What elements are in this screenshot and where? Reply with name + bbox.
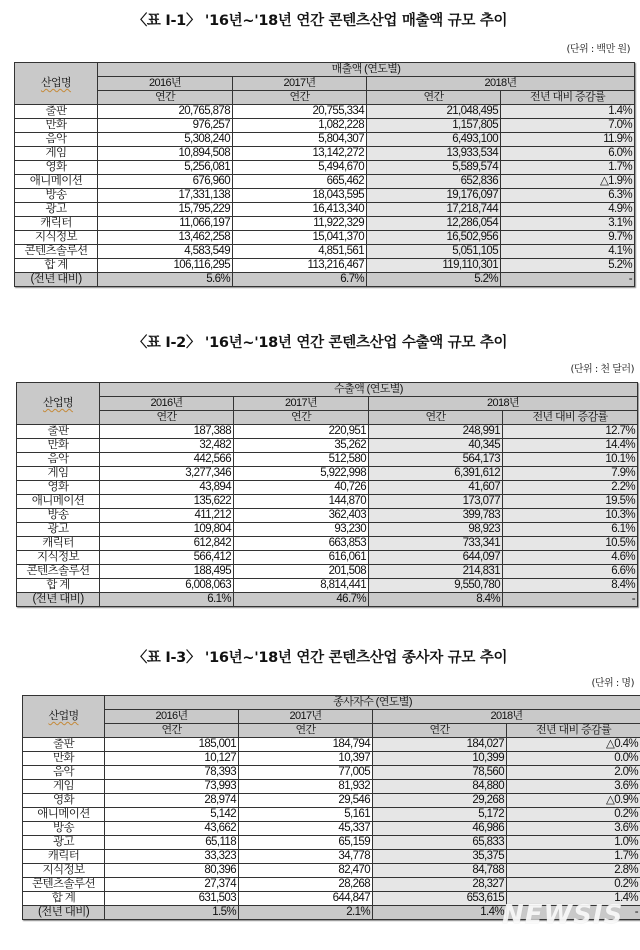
growth-rate: 0.2% [507, 808, 640, 822]
industry-name: 만화 [15, 119, 98, 133]
value-2016: 3,277,346 [100, 467, 234, 481]
header-row-years [15, 77, 635, 91]
header-row-group [17, 383, 638, 397]
industry-name: 콘텐츠솔루션 [15, 245, 98, 259]
industry-name: 콘텐츠솔루션 [23, 878, 105, 892]
industry-name: 음악 [17, 453, 100, 467]
value-2017: 34,778 [239, 850, 373, 864]
value-2016: 411,212 [100, 509, 234, 523]
value-2017: 665,462 [233, 175, 367, 189]
value-2018: 9,550,780 [369, 579, 503, 593]
value-2018: 65,833 [373, 836, 507, 850]
growth-rate: 7.9% [503, 467, 638, 481]
growth-rate: 1.7% [501, 161, 635, 175]
growth-rate: 6.3% [501, 189, 635, 203]
industry-name: 만화 [23, 752, 105, 766]
annual-header: 연간 [239, 724, 373, 738]
value-2016: 78,393 [105, 766, 239, 780]
value-2018: 35,375 [373, 850, 507, 864]
growth-rate: 5.2% [501, 259, 635, 273]
yoy-growth: - [503, 593, 638, 607]
growth-rate: 3.6% [507, 780, 640, 794]
table-row [23, 836, 640, 850]
value-2018: 5,172 [373, 808, 507, 822]
header-row-group [15, 63, 635, 77]
annual-header: 연간 [234, 411, 369, 425]
table-row [23, 864, 640, 878]
value-2018: 214,831 [369, 565, 503, 579]
growth-rate-header: 전년 대비 증감률 [507, 724, 640, 738]
value-2017: 644,847 [239, 892, 373, 906]
value-2018: 17,218,744 [367, 203, 501, 217]
table-row [23, 822, 640, 836]
value-2018: 5,051,105 [367, 245, 501, 259]
value-2018: 733,341 [369, 537, 503, 551]
growth-rate: 3.6% [507, 822, 640, 836]
industry-name: 애니메이션 [23, 808, 105, 822]
metric-group-header: 매출액 (연도별) [98, 63, 635, 77]
yoy-2016: 1.5% [105, 906, 239, 920]
value-2017: 18,043,595 [233, 189, 367, 203]
year-header: 2017년 [239, 710, 373, 724]
value-2016: 13,462,258 [98, 231, 233, 245]
value-2017: 5,494,670 [233, 161, 367, 175]
table-row [23, 808, 640, 822]
value-2017: 28,268 [239, 878, 373, 892]
yoy-2018: 1.4% [373, 906, 507, 920]
value-2018: 13,933,534 [367, 147, 501, 161]
annual-header: 연간 [100, 411, 234, 425]
yoy-2016: 5.6% [98, 273, 233, 287]
yoy-2018: 8.4% [369, 593, 503, 607]
value-2018: 19,176,097 [367, 189, 501, 203]
value-2018: 5,589,574 [367, 161, 501, 175]
value-2016: 27,374 [105, 878, 239, 892]
industry-name: 콘텐츠솔루션 [17, 565, 100, 579]
industry-name: 영화 [23, 794, 105, 808]
yoy-2017: 6.7% [233, 273, 367, 287]
value-2018: 564,173 [369, 453, 503, 467]
growth-rate: 12.7% [503, 425, 638, 439]
table-row [17, 453, 638, 467]
table-3-employees [22, 695, 640, 920]
value-2017: 616,061 [234, 551, 369, 565]
value-2017: 20,755,334 [233, 105, 367, 119]
industry-name: 출판 [17, 425, 100, 439]
value-2016: 566,412 [100, 551, 234, 565]
value-2016: 442,566 [100, 453, 234, 467]
growth-rate: 19.5% [503, 495, 638, 509]
value-2017: 15,041,370 [233, 231, 367, 245]
industry-name: 광고 [23, 836, 105, 850]
growth-rate: 4.1% [501, 245, 635, 259]
industry-name: 합 계 [17, 579, 100, 593]
annual-header: 연간 [369, 411, 503, 425]
value-2017: 40,726 [234, 481, 369, 495]
growth-rate: △0.4% [507, 738, 640, 752]
table-2-title: 〈표 Ⅰ-2〉 '16년~'18년 연간 콘텐츠산업 수출액 규모 추이 [132, 335, 508, 351]
growth-rate: 2.2% [503, 481, 638, 495]
table-1-unit: (단위 : 백만 원) [566, 44, 630, 55]
growth-rate: 2.0% [507, 766, 640, 780]
industry-name: 지식정보 [17, 551, 100, 565]
growth-rate: 2.8% [507, 864, 640, 878]
value-2016: 5,308,240 [98, 133, 233, 147]
industry-name-header: 산업명 [17, 383, 100, 425]
table-1-title: 〈표 Ⅰ-1〉 '16년~'18년 연간 콘텐츠산업 매출액 규모 추이 [132, 13, 508, 29]
table-row [17, 495, 638, 509]
value-2017: 29,546 [239, 794, 373, 808]
annual-header: 연간 [367, 91, 501, 105]
value-2018: 16,502,956 [367, 231, 501, 245]
value-2017: 93,230 [234, 523, 369, 537]
value-2018: 28,327 [373, 878, 507, 892]
value-2017: 16,413,340 [233, 203, 367, 217]
value-2017: 8,814,441 [234, 579, 369, 593]
table-row [23, 738, 640, 752]
value-2018: 12,286,054 [367, 217, 501, 231]
growth-rate-header: 전년 대비 증감률 [501, 91, 635, 105]
industry-name: 만화 [17, 439, 100, 453]
value-2016: 28,974 [105, 794, 239, 808]
year-header: 2018년 [373, 710, 640, 724]
table-row [15, 147, 635, 161]
growth-rate: 1.7% [507, 850, 640, 864]
table-row [15, 245, 635, 259]
industry-name-header: 산업명 [15, 63, 98, 105]
value-2016: 10,894,508 [98, 147, 233, 161]
value-2018: 399,783 [369, 509, 503, 523]
annual-header: 연간 [105, 724, 239, 738]
industry-name: 방송 [23, 822, 105, 836]
table-row [17, 481, 638, 495]
industry-name: 캐릭터 [23, 850, 105, 864]
growth-rate: 0.2% [507, 878, 640, 892]
table-3-unit: (단위 : 명) [591, 678, 634, 689]
table-row [17, 509, 638, 523]
industry-name: 캐릭터 [15, 217, 98, 231]
table-row [15, 161, 635, 175]
value-2016: 43,662 [105, 822, 239, 836]
table-row [17, 425, 638, 439]
header-row-years [17, 397, 638, 411]
year-header: 2016년 [100, 397, 234, 411]
value-2016: 5,256,081 [98, 161, 233, 175]
value-2016: 15,795,229 [98, 203, 233, 217]
growth-rate: 1.0% [507, 836, 640, 850]
year-header: 2018년 [369, 397, 638, 411]
industry-name: 게임 [15, 147, 98, 161]
industry-name: 방송 [15, 189, 98, 203]
growth-rate: △0.9% [507, 794, 640, 808]
value-2016: 631,503 [105, 892, 239, 906]
value-2016: 10,127 [105, 752, 239, 766]
yoy-label: (전년 대비) [23, 906, 105, 920]
industry-name: 합 계 [15, 259, 98, 273]
value-2018: 21,048,495 [367, 105, 501, 119]
value-2017: 35,262 [234, 439, 369, 453]
value-2016: 32,482 [100, 439, 234, 453]
table-row [23, 766, 640, 780]
metric-group-header: 종사자수 (연도별) [105, 696, 640, 710]
value-2018: 653,615 [373, 892, 507, 906]
value-2016: 185,001 [105, 738, 239, 752]
growth-rate: 10.5% [503, 537, 638, 551]
value-2017: 13,142,272 [233, 147, 367, 161]
value-2016: 135,622 [100, 495, 234, 509]
industry-name: 게임 [23, 780, 105, 794]
growth-rate: 0.0% [507, 752, 640, 766]
header-row-years [23, 710, 640, 724]
total-row [17, 579, 638, 593]
growth-rate-header: 전년 대비 증감률 [503, 411, 638, 425]
growth-rate: 11.9% [501, 133, 635, 147]
growth-rate: 4.9% [501, 203, 635, 217]
industry-name: 게임 [17, 467, 100, 481]
value-2017: 220,951 [234, 425, 369, 439]
value-2018: 29,268 [373, 794, 507, 808]
growth-rate: 6.0% [501, 147, 635, 161]
value-2018: 184,027 [373, 738, 507, 752]
industry-name: 광고 [15, 203, 98, 217]
table-row [17, 439, 638, 453]
table-row [17, 551, 638, 565]
industry-name: 지식정보 [23, 864, 105, 878]
value-2016: 11,066,197 [98, 217, 233, 231]
table-2-unit: (단위 : 천 달러) [570, 364, 634, 375]
yoy-row [17, 593, 638, 607]
table-row [15, 189, 635, 203]
header-row-sub [15, 91, 635, 105]
table-row [15, 231, 635, 245]
value-2016: 6,008,063 [100, 579, 234, 593]
industry-name-header: 산업명 [23, 696, 105, 738]
value-2016: 43,894 [100, 481, 234, 495]
yoy-2017: 2.1% [239, 906, 373, 920]
growth-rate: 14.4% [503, 439, 638, 453]
value-2017: 65,159 [239, 836, 373, 850]
value-2018: 10,399 [373, 752, 507, 766]
table-1-revenue [14, 62, 635, 287]
value-2017: 362,403 [234, 509, 369, 523]
industry-name: 음악 [23, 766, 105, 780]
yoy-label: (전년 대비) [15, 273, 98, 287]
yoy-2018: 5.2% [367, 273, 501, 287]
table-row [23, 752, 640, 766]
growth-rate: 1.4% [507, 892, 640, 906]
value-2016: 65,118 [105, 836, 239, 850]
industry-name: 방송 [17, 509, 100, 523]
growth-rate: 1.4% [501, 105, 635, 119]
value-2016: 109,804 [100, 523, 234, 537]
table-row [17, 467, 638, 481]
year-header: 2016년 [105, 710, 239, 724]
value-2018: 248,991 [369, 425, 503, 439]
value-2016: 17,331,138 [98, 189, 233, 203]
value-2018: 119,110,301 [367, 259, 501, 273]
value-2017: 81,932 [239, 780, 373, 794]
value-2017: 10,397 [239, 752, 373, 766]
annual-header: 연간 [98, 91, 233, 105]
yoy-row [15, 273, 635, 287]
table-3-title: 〈표 Ⅰ-3〉 '16년~'18년 연간 콘텐츠산업 종사자 규모 추이 [132, 650, 508, 666]
value-2018: 1,157,805 [367, 119, 501, 133]
value-2017: 201,508 [234, 565, 369, 579]
industry-name: 출판 [23, 738, 105, 752]
table-row [15, 133, 635, 147]
industry-name: 합 계 [23, 892, 105, 906]
annual-header: 연간 [233, 91, 367, 105]
value-2017: 5,161 [239, 808, 373, 822]
table-row [23, 878, 640, 892]
value-2017: 11,922,329 [233, 217, 367, 231]
table-row [17, 537, 638, 551]
newsis-watermark: NEWSIS [502, 900, 624, 930]
table-row [15, 217, 635, 231]
value-2016: 80,396 [105, 864, 239, 878]
value-2017: 1,082,228 [233, 119, 367, 133]
annual-header: 연간 [373, 724, 507, 738]
value-2016: 187,388 [100, 425, 234, 439]
value-2016: 33,323 [105, 850, 239, 864]
industry-name: 캐릭터 [17, 537, 100, 551]
total-row [15, 259, 635, 273]
value-2016: 106,116,295 [98, 259, 233, 273]
value-2018: 40,345 [369, 439, 503, 453]
table-row [15, 119, 635, 133]
growth-rate: 6.1% [503, 523, 638, 537]
value-2016: 976,257 [98, 119, 233, 133]
table-row [23, 850, 640, 864]
value-2018: 644,097 [369, 551, 503, 565]
value-2018: 98,923 [369, 523, 503, 537]
table-row [17, 565, 638, 579]
value-2018: 78,560 [373, 766, 507, 780]
growth-rate: 7.0% [501, 119, 635, 133]
yoy-label: (전년 대비) [17, 593, 100, 607]
value-2018: 84,788 [373, 864, 507, 878]
year-header: 2017년 [233, 77, 367, 91]
industry-name: 지식정보 [15, 231, 98, 245]
growth-rate: 10.1% [503, 453, 638, 467]
value-2017: 512,580 [234, 453, 369, 467]
value-2018: 6,391,612 [369, 467, 503, 481]
table-row [23, 794, 640, 808]
table-row [15, 105, 635, 119]
industry-name: 광고 [17, 523, 100, 537]
value-2016: 612,842 [100, 537, 234, 551]
value-2018: 6,493,100 [367, 133, 501, 147]
value-2017: 663,853 [234, 537, 369, 551]
header-row-group [23, 696, 640, 710]
growth-rate: 8.4% [503, 579, 638, 593]
table-row [17, 523, 638, 537]
value-2016: 188,495 [100, 565, 234, 579]
yoy-growth: - [507, 906, 640, 920]
value-2017: 4,851,561 [233, 245, 367, 259]
growth-rate: 3.1% [501, 217, 635, 231]
yoy-2017: 46.7% [234, 593, 369, 607]
value-2017: 184,794 [239, 738, 373, 752]
value-2017: 77,005 [239, 766, 373, 780]
value-2017: 5,922,998 [234, 467, 369, 481]
header-row-sub [17, 411, 638, 425]
growth-rate: 6.6% [503, 565, 638, 579]
metric-group-header: 수출액 (연도별) [100, 383, 638, 397]
value-2018: 173,077 [369, 495, 503, 509]
yoy-2016: 6.1% [100, 593, 234, 607]
industry-name: 음악 [15, 133, 98, 147]
industry-name: 영화 [17, 481, 100, 495]
header-row-sub [23, 724, 640, 738]
value-2017: 82,470 [239, 864, 373, 878]
value-2016: 20,765,878 [98, 105, 233, 119]
value-2018: 46,986 [373, 822, 507, 836]
value-2018: 652,836 [367, 175, 501, 189]
value-2016: 4,583,549 [98, 245, 233, 259]
industry-name: 출판 [15, 105, 98, 119]
value-2018: 41,607 [369, 481, 503, 495]
growth-rate: 9.7% [501, 231, 635, 245]
value-2016: 676,960 [98, 175, 233, 189]
value-2017: 5,804,307 [233, 133, 367, 147]
value-2017: 45,337 [239, 822, 373, 836]
year-header: 2017년 [234, 397, 369, 411]
table-row [15, 175, 635, 189]
year-header: 2018년 [367, 77, 635, 91]
table-2-exports [16, 382, 638, 607]
value-2016: 73,993 [105, 780, 239, 794]
table-row [15, 203, 635, 217]
growth-rate: 4.6% [503, 551, 638, 565]
year-header: 2016년 [98, 77, 233, 91]
value-2017: 144,870 [234, 495, 369, 509]
value-2016: 5,142 [105, 808, 239, 822]
value-2018: 84,880 [373, 780, 507, 794]
value-2017: 113,216,467 [233, 259, 367, 273]
yoy-growth: - [501, 273, 635, 287]
industry-name: 영화 [15, 161, 98, 175]
growth-rate: 10.3% [503, 509, 638, 523]
industry-name: 애니메이션 [15, 175, 98, 189]
table-row [23, 780, 640, 794]
growth-rate: △1.9% [501, 175, 635, 189]
industry-name: 애니메이션 [17, 495, 100, 509]
